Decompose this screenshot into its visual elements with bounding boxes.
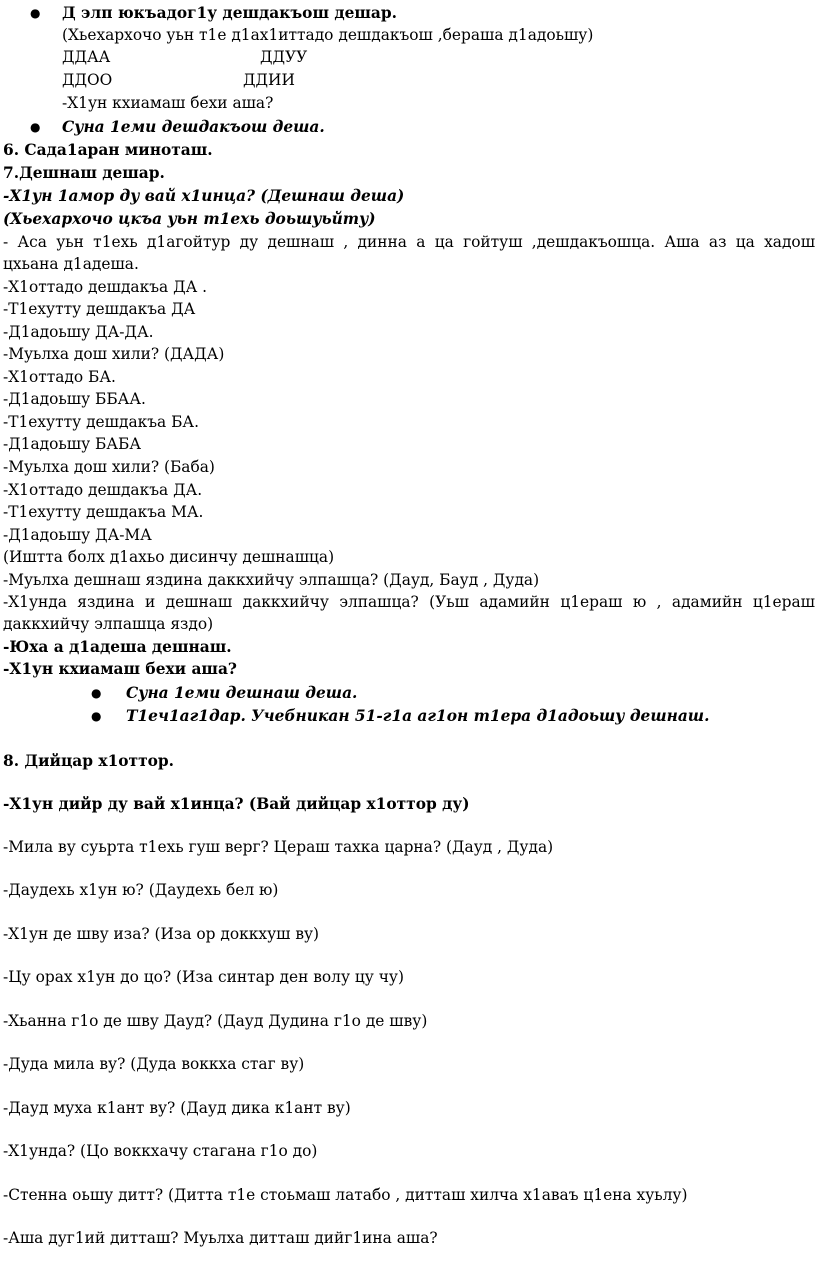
dialogue-line: -Хьанна г1о де шву Дауд? (Дауд Дудина г1о де шву): [3, 1012, 428, 1030]
dialogue-line: -Муьлха дош хили? (ДАДА): [3, 345, 225, 363]
section-heading: 7.Дешнаш дешар.: [3, 164, 165, 182]
bullet-title: Д элп юкъадог1у дешдакъош дешар.: [62, 4, 398, 22]
dialogue-line: -Аша дуг1ий дитташ? Муьлха дитташ дийг1ина аша?: [3, 1229, 438, 1247]
dialogue-line: -Дуда мила ву? (Дуда воккха стаг ву): [3, 1055, 305, 1073]
syllable: ДДУУ: [260, 48, 308, 66]
dialogue-line: -Х1ун де шву иза? (Иза ор доккхуш ву): [3, 925, 320, 943]
question-line: -Х1ун кхиамаш бехи аша?: [3, 660, 237, 678]
dialogue-line: -Х1унда? (Цо воккхачу стагана г1о до): [3, 1142, 318, 1160]
dialogue-line: -Муьлха дош хили? (Баба): [3, 458, 215, 476]
bullet-dot: ●: [30, 120, 41, 134]
dialogue-line: -Цу орах х1ун до цо? (Иза синтар ден волу цу чу): [3, 968, 404, 986]
dialogue-line: -Стенна оьшу дитт? (Дитта т1е стоьмаш латабо , дитташ хилча х1аваъ ц1ена хуьлу): [3, 1186, 688, 1204]
teacher-note: (Хьехархочо цкъа уьн т1ехь доьшуьйту): [3, 210, 376, 228]
question-line: -Юха а д1адеша дешнаш.: [3, 638, 232, 656]
dialogue-line: -Даудехь х1ун ю? (Даудехь бел ю): [3, 881, 279, 899]
dialogue-line: -Т1ехутту дешдакъа ДА: [3, 300, 196, 318]
dialogue-line: -Дауд муха к1ант ву? (Дауд дика к1ант ву): [3, 1099, 351, 1117]
paragraph-line: -Х1унда яздина и дешнаш даккхийчу элпашца? (Уьш адамийн ц1ераш ю , адамийн ц1ераш: [3, 593, 815, 611]
bullet-dot: ●: [30, 6, 41, 20]
dialogue-line: -Д1адоьшу ДА-МА: [3, 526, 152, 544]
dialogue-line: -Мила ву суьрта т1ехь гуш верг? Цераш тахка царна? (Дауд , Дуда): [3, 838, 554, 856]
bullet-statement: Суна 1еми дешдакъош деша.: [62, 118, 325, 136]
section-heading: 6. Сада1аран миноташ.: [3, 141, 213, 159]
dialogue-line: -Д1адоьшу ББАА.: [3, 390, 146, 408]
bullet-statement: Т1еч1аг1дар. Учебникан 51-г1а аг1он т1ера д1адоьшу дешнаш.: [126, 707, 710, 725]
dialogue-line: -Д1адоьшу ДА-ДА.: [3, 323, 154, 341]
paragraph-line: даккхийчу элпашца яздо): [3, 615, 214, 633]
section-heading: 8. Дийцар х1оттор.: [3, 752, 175, 770]
bullet-statement: Суна 1еми дешнаш деша.: [126, 684, 358, 702]
dialogue-line: -Муьлха дешнаш яздина даккхийчу элпашца? (Дауд, Бауд , Дуда): [3, 571, 540, 589]
dialogue-line: -Т1ехутту дешдакъа МА.: [3, 503, 204, 521]
dialogue-line: -Х1оттадо дешдакъа ДА .: [3, 278, 208, 296]
paragraph-line: цхьана д1адеша.: [3, 255, 139, 273]
question-line: -Х1ун дийр ду вай х1инца? (Вай дийцар х1оттор ду): [3, 795, 470, 813]
syllable: ДДОО: [62, 71, 113, 89]
dialogue-line: -Х1оттадо дешдакъа ДА.: [3, 481, 203, 499]
syllable: ДДИИ: [243, 71, 295, 89]
dialogue-line: (Иштта болх д1ахьо дисинчу дешнашца): [3, 548, 335, 566]
question-line: -Х1ун 1амор ду вай х1инца? (Дешнаш деша): [3, 187, 405, 205]
dialogue-line: -Д1адоьшу БАБА: [3, 435, 141, 453]
question-line: -Х1ун кхиамаш бехи аша?: [62, 94, 274, 112]
bullet-dot: ●: [91, 709, 102, 723]
syllable: ДДАА: [62, 48, 111, 66]
bullet-dot: ●: [91, 686, 102, 700]
dialogue-line: -Х1оттадо БА.: [3, 368, 116, 386]
teacher-note: (Хьехархочо уьн т1е д1ах1иттадо дешдакъош ,бераша д1адоьшу): [62, 26, 594, 44]
paragraph-line: - Аса уьн т1ехь д1агойтур ду дешнаш , динна а ца гойтуш ,дешдакъошца. Аша аз ца хадош: [3, 233, 815, 251]
dialogue-line: -Т1ехутту дешдакъа БА.: [3, 413, 199, 431]
